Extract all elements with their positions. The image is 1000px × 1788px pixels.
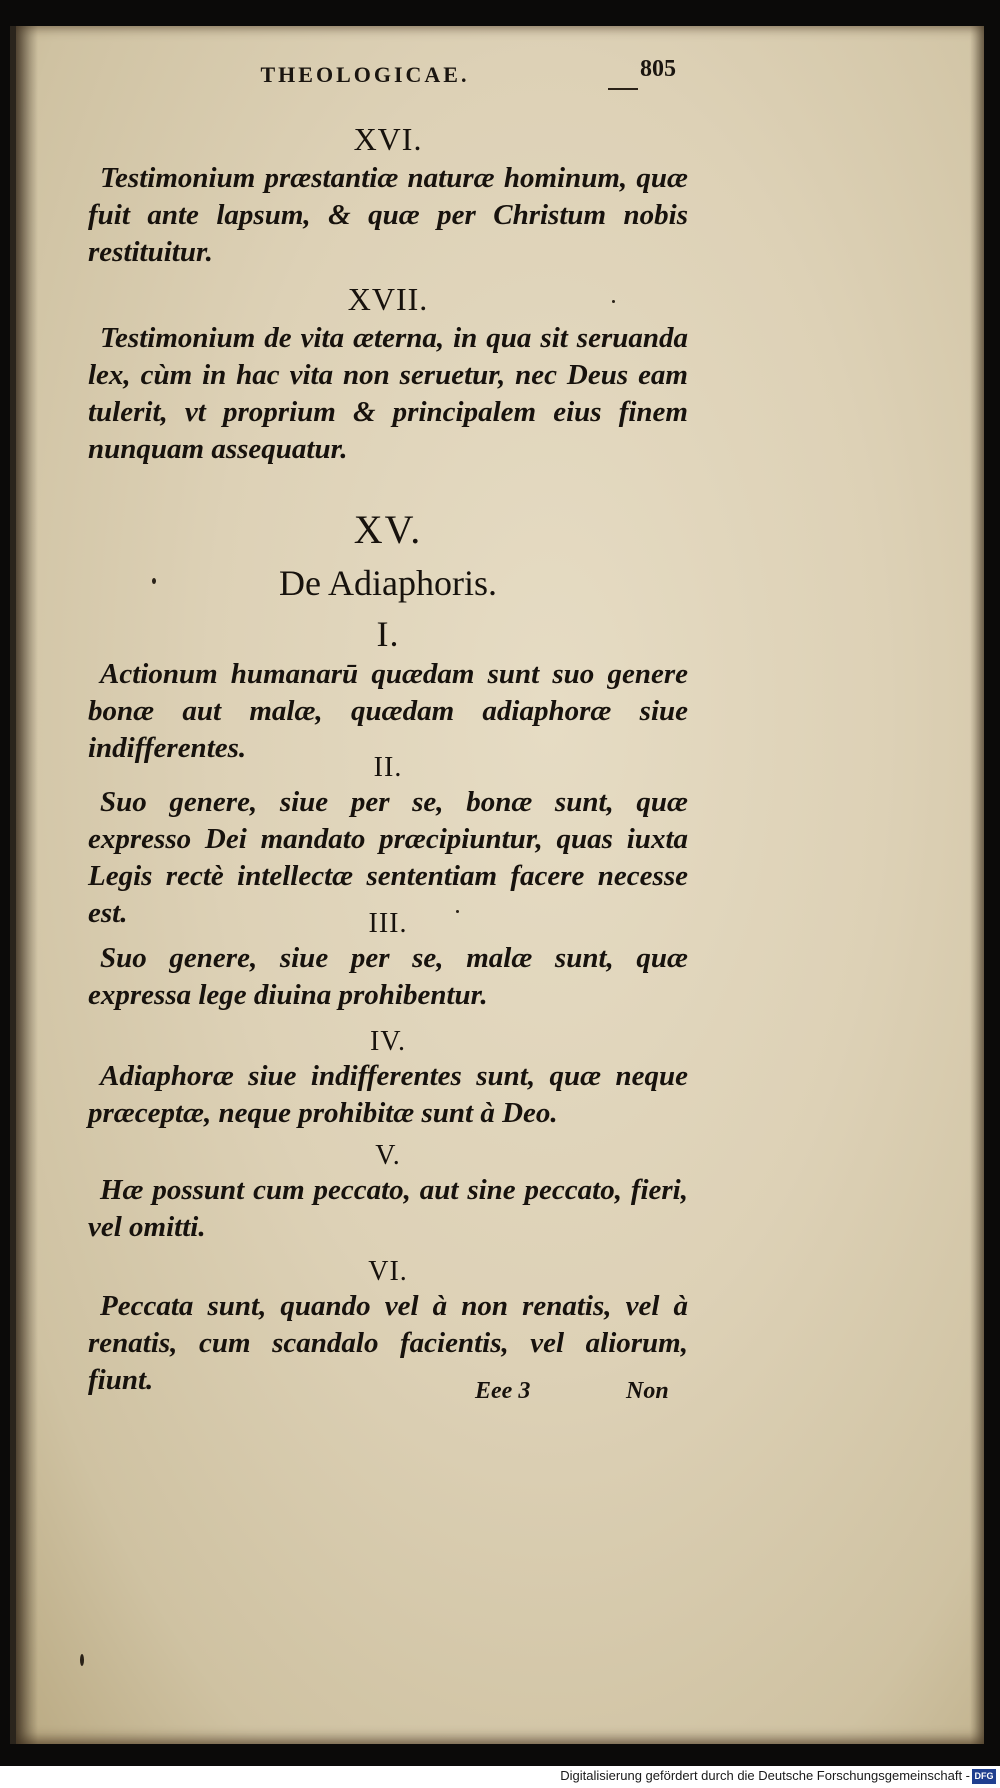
folio-rule (608, 88, 638, 90)
thesis-text: Adiaphoræ siue indifferentes sunt, quæ neque præceptæ, neque prohibitæ sunt à Deo. (88, 1060, 688, 1129)
section-numeral: XVI. (353, 121, 423, 157)
thesis-numeral: II. (373, 752, 403, 783)
thesis-text: Actionum humanarū quædam sunt suo genere bonæ aut malæ, quædam adiaphoræ siue indifferentes. (88, 658, 688, 764)
thesis-numeral: I. (376, 614, 400, 654)
page-edge-shadow (970, 26, 984, 1744)
thesis-numeral: V. (375, 1140, 401, 1171)
thesis-numeral: IV. (370, 1026, 406, 1057)
page-gutter-shadow (16, 26, 38, 1744)
section-text: Testimonium præstantiæ naturæ hominum, quæ fuit ante lapsum, & quæ per Christum nobis restituitur. (88, 162, 688, 268)
thesis-numeral: VI. (368, 1256, 408, 1287)
section-xvi (88, 120, 688, 271)
page-number: 805 (640, 56, 676, 82)
thesis-5 (88, 1140, 688, 1246)
section-numeral: XVII. (347, 281, 429, 317)
dfg-logo-icon: DFG (972, 1769, 996, 1784)
thesis-6 (88, 1256, 688, 1399)
thesis-text: Hæ possunt cum peccato, aut sine peccato, fieri, vel omitti. (88, 1174, 688, 1243)
thesis-2 (88, 752, 688, 932)
thesis-numeral: III. (368, 908, 408, 939)
ink-speck (456, 910, 459, 913)
thesis-text: Peccata sunt, quando vel à non renatis, vel à renatis, cum scandalo facientis, vel aliorum, fiunt. (88, 1290, 688, 1396)
ink-speck (152, 578, 156, 584)
chapter-number: XV. (353, 507, 423, 552)
chapter-title: De Adiaphoris. (279, 563, 497, 603)
thesis-3 (88, 908, 688, 1014)
ink-speck (80, 1654, 84, 1666)
catchword: Non (626, 1378, 669, 1404)
footer-bar (0, 1766, 1000, 1788)
digitization-credit: Digitalisierung gefördert durch die Deutsche Forschungsgemeinschaft - (560, 1768, 970, 1783)
signature-mark: Eee 3 (475, 1378, 531, 1404)
thesis-1 (88, 612, 688, 767)
thesis-text: Suo genere, siue per se, bonæ sunt, quæ expresso Dei mandato præcipiuntur, quas iuxta Legis rectè intellectæ sententiam facere necesse est. (88, 786, 688, 929)
thesis-text: Suo genere, siue per se, malæ sunt, quæ expressa lege diuina prohibentur. (88, 942, 688, 1011)
running-head: THEOLOGICAE. (260, 62, 470, 87)
section-text: Testimonium de vita æterna, in qua sit seruanda lex, cùm in hac vita non seruetur, nec Deus eam tulerit, vt proprium & principalem eius finem nunquam assequatur. (88, 322, 688, 465)
section-xvii (88, 280, 688, 468)
ink-speck (612, 300, 615, 303)
thesis-4 (88, 1026, 688, 1132)
